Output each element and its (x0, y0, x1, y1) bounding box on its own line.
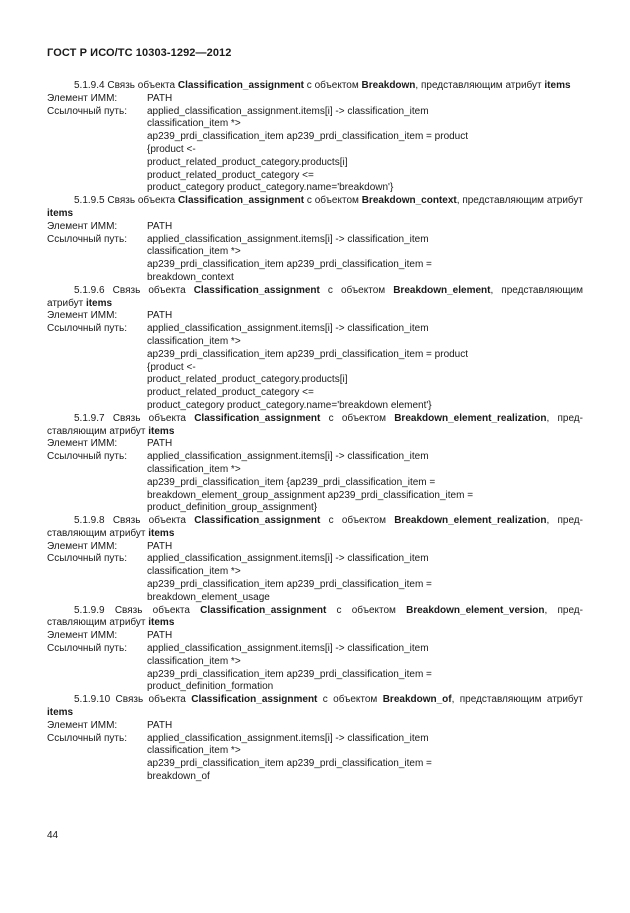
imm-element-label: Элемент ИММ: (47, 220, 118, 232)
heading-text: , представляющим атрибут (456, 195, 583, 207)
heading-text: с объектом (317, 694, 383, 706)
entity-name: Classification_assignment (177, 195, 305, 207)
entity-name: Breakdown_of (382, 694, 452, 706)
heading-text: , представляющим атрибут (451, 694, 584, 706)
reference-path-line: classification_item *> (147, 463, 241, 475)
reference-path-line: breakdown_of (147, 771, 210, 783)
clause-section (47, 285, 583, 413)
entity-name: Breakdown_element_realization (394, 412, 547, 424)
reference-path-line: ap239_prdi_classification_item ap239_prdi_classification_item = (147, 758, 432, 770)
entity-name: items (148, 425, 175, 437)
imm-element-row (47, 221, 583, 234)
entity-name: Classification_assignment (194, 515, 321, 527)
reference-path-line: classification_item *> (147, 566, 241, 578)
reference-path-line: breakdown_element_group_assignment ap239_prdi_classification_item = (147, 489, 474, 501)
imm-element-value: PATH (147, 438, 173, 450)
clause-heading (47, 515, 583, 541)
clause-number: 5.1.9.8 (74, 515, 105, 527)
heading-text: Связь объекта (107, 80, 178, 91)
reference-path-line: ap239_prdi_classification_item ap239_prdi_classification_item = product (147, 348, 469, 360)
reference-path-line: applied_classification_assignment.items[i] -> classification_item (147, 732, 429, 744)
entity-name: Classification_assignment (200, 604, 327, 616)
clause-number: 5.1.9.6 (74, 284, 105, 296)
reference-path-line: ap239_prdi_classification_item ap239_prdi_classification_item = (147, 259, 432, 271)
reference-path-row (47, 234, 583, 285)
reference-path-line: breakdown_context (147, 271, 234, 283)
reference-path-line: ap239_prdi_classification_item ap239_prdi_classification_item = (147, 668, 432, 680)
heading-text: , представляющим атрибут (415, 80, 545, 91)
reference-path-line: applied_classification_assignment.items[i] -> classification_item (147, 553, 429, 565)
clause-number: 5.1.9.10 (74, 694, 111, 706)
heading-text: с объектом (304, 80, 362, 91)
reference-path-line: ap239_prdi_classification_item {ap239_prdi_classification_item = (147, 476, 436, 488)
imm-element-label: Элемент ИММ: (47, 92, 118, 104)
reference-path-line: ap239_prdi_classification_item ap239_prdi_classification_item = (147, 579, 432, 591)
reference-path-value (147, 733, 583, 784)
imm-element-label: Элемент ИММ: (47, 540, 118, 552)
entity-name: items (47, 207, 74, 219)
clause-section (47, 605, 583, 695)
reference-path-line: product_category product_category.name='breakdown element'} (147, 399, 432, 411)
reference-path-label: Ссылочный путь: (47, 451, 127, 463)
heading-text: Связь объекта (112, 284, 194, 296)
clause-heading (47, 694, 583, 720)
heading-text: Связь объекта (112, 412, 195, 424)
heading-text: , представляющим атрибут (47, 515, 583, 539)
heading-text: Связь объекта (115, 694, 192, 706)
clause-number: 5.1.9.9 (74, 604, 105, 616)
reference-path-line: applied_classification_assignment.items[i] -> classification_item (147, 451, 429, 463)
clause-section (47, 694, 583, 784)
entity-name: Classification_assignment (191, 694, 318, 706)
reference-path-value (147, 643, 583, 694)
heading-text: с объектом (319, 284, 394, 296)
reference-path-line: classification_item *> (147, 655, 241, 667)
imm-element-row (47, 720, 583, 733)
reference-path-row (47, 733, 583, 784)
entity-name: items (85, 297, 113, 309)
reference-path-line: classification_item *> (147, 118, 241, 130)
reference-path-line: {product <- (147, 143, 196, 155)
reference-path-line: classification_item *> (147, 745, 241, 757)
reference-path-label: Ссылочный путь: (47, 553, 127, 565)
clause-section (47, 195, 583, 285)
reference-path-label: Ссылочный путь: (47, 233, 127, 245)
reference-path-line: product_related_product_category.products[i] (147, 156, 348, 168)
reference-path-value (147, 106, 583, 196)
entity-name: items (47, 707, 74, 719)
entity-name: Classification_assignment (177, 80, 305, 91)
reference-path-label: Ссылочный путь: (47, 105, 127, 117)
reference-path-row (47, 643, 583, 694)
clause-number: 5.1.9.5 (74, 195, 105, 207)
reference-path-line: breakdown_element_usage (147, 591, 270, 603)
page-number: 44 (47, 830, 59, 841)
entity-name: items (544, 80, 571, 91)
reference-path-line: classification_item *> (147, 335, 241, 347)
heading-text: с объектом (326, 604, 407, 616)
imm-element-label: Элемент ИММ: (47, 438, 118, 450)
heading-text: , представляющим атрибут (47, 604, 583, 629)
clause-heading (47, 80, 583, 93)
reference-path-line: ap239_prdi_classification_item ap239_prdi_classification_item = product (147, 131, 469, 143)
reference-path-line: product_related_product_category <= (147, 169, 314, 181)
reference-path-row (47, 553, 583, 604)
heading-text: Связь объекта (112, 515, 195, 527)
imm-element-value: PATH (147, 630, 173, 642)
heading-text: с объектом (320, 515, 395, 527)
reference-path-label: Ссылочный путь: (47, 732, 127, 744)
clause-heading (47, 285, 583, 311)
clause-number: 5.1.9.4 (74, 80, 105, 91)
entity-name: items (148, 527, 175, 539)
reference-path-line: product_related_product_category.products[i] (147, 374, 348, 386)
imm-element-label: Элемент ИММ: (47, 719, 118, 731)
imm-element-value: PATH (147, 92, 173, 104)
reference-path-line: applied_classification_assignment.items[i] -> classification_item (147, 233, 429, 245)
reference-path-value (147, 553, 583, 604)
heading-text: с объектом (304, 195, 362, 207)
entity-name: Classification_assignment (194, 412, 321, 424)
reference-path-row (47, 106, 583, 196)
reference-path-line: product_definition_group_assignment} (147, 502, 318, 514)
reference-path-line: applied_classification_assignment.items[i] -> classification_item (147, 643, 429, 655)
entity-name: items (148, 617, 175, 629)
imm-element-value: PATH (147, 719, 173, 731)
imm-element-value: PATH (147, 220, 173, 232)
reference-path-row (47, 323, 583, 413)
entity-name: Classification_assignment (193, 284, 320, 296)
document-content (47, 80, 583, 784)
entity-name: Breakdown_context (361, 195, 457, 207)
reference-path-value (147, 323, 583, 413)
clause-section (47, 515, 583, 605)
reference-path-label: Ссылочный путь: (47, 643, 127, 655)
entity-name: Breakdown_element_realization (394, 515, 547, 527)
imm-element-label: Элемент ИММ: (47, 630, 118, 642)
clause-heading (47, 195, 583, 221)
reference-path-row (47, 451, 583, 515)
heading-text: Связь объекта (107, 195, 178, 207)
reference-path-line: product_definition_formation (147, 681, 274, 693)
imm-element-label: Элемент ИММ: (47, 310, 118, 322)
imm-element-row (47, 438, 583, 451)
reference-path-line: {product <- (147, 361, 196, 373)
imm-element-row (47, 93, 583, 106)
entity-name: Breakdown (361, 80, 416, 91)
clause-heading (47, 605, 583, 631)
clause-heading (47, 413, 583, 439)
reference-path-value (147, 451, 583, 515)
entity-name: Breakdown_element_version (406, 604, 545, 616)
imm-element-row (47, 541, 583, 554)
clause-section (47, 80, 583, 195)
reference-path-line: classification_item *> (147, 246, 241, 258)
reference-path-value (147, 234, 583, 285)
standard-header: ГОСТ Р ИСО/ТС 10303-1292—2012 (47, 47, 232, 59)
reference-path-line: product_related_product_category <= (147, 387, 314, 399)
reference-path-line: applied_classification_assignment.items[i] -> classification_item (147, 323, 429, 335)
heading-text: , представляющим атрибут (47, 412, 583, 437)
reference-path-line: applied_classification_assignment.items[i] -> classification_item (147, 105, 429, 117)
reference-path-line: product_category product_category.name='breakdown'} (147, 182, 394, 194)
imm-element-row (47, 630, 583, 643)
imm-element-row (47, 310, 583, 323)
imm-element-value: PATH (147, 310, 173, 322)
clause-number: 5.1.9.7 (74, 412, 105, 424)
heading-text: , представляющим атрибут (47, 284, 584, 309)
heading-text: с объектом (320, 412, 395, 424)
imm-element-value: PATH (147, 540, 173, 552)
clause-section (47, 413, 583, 515)
entity-name: Breakdown_element (393, 284, 491, 296)
reference-path-label: Ссылочный путь: (47, 323, 127, 335)
heading-text: Связь объекта (114, 604, 201, 616)
